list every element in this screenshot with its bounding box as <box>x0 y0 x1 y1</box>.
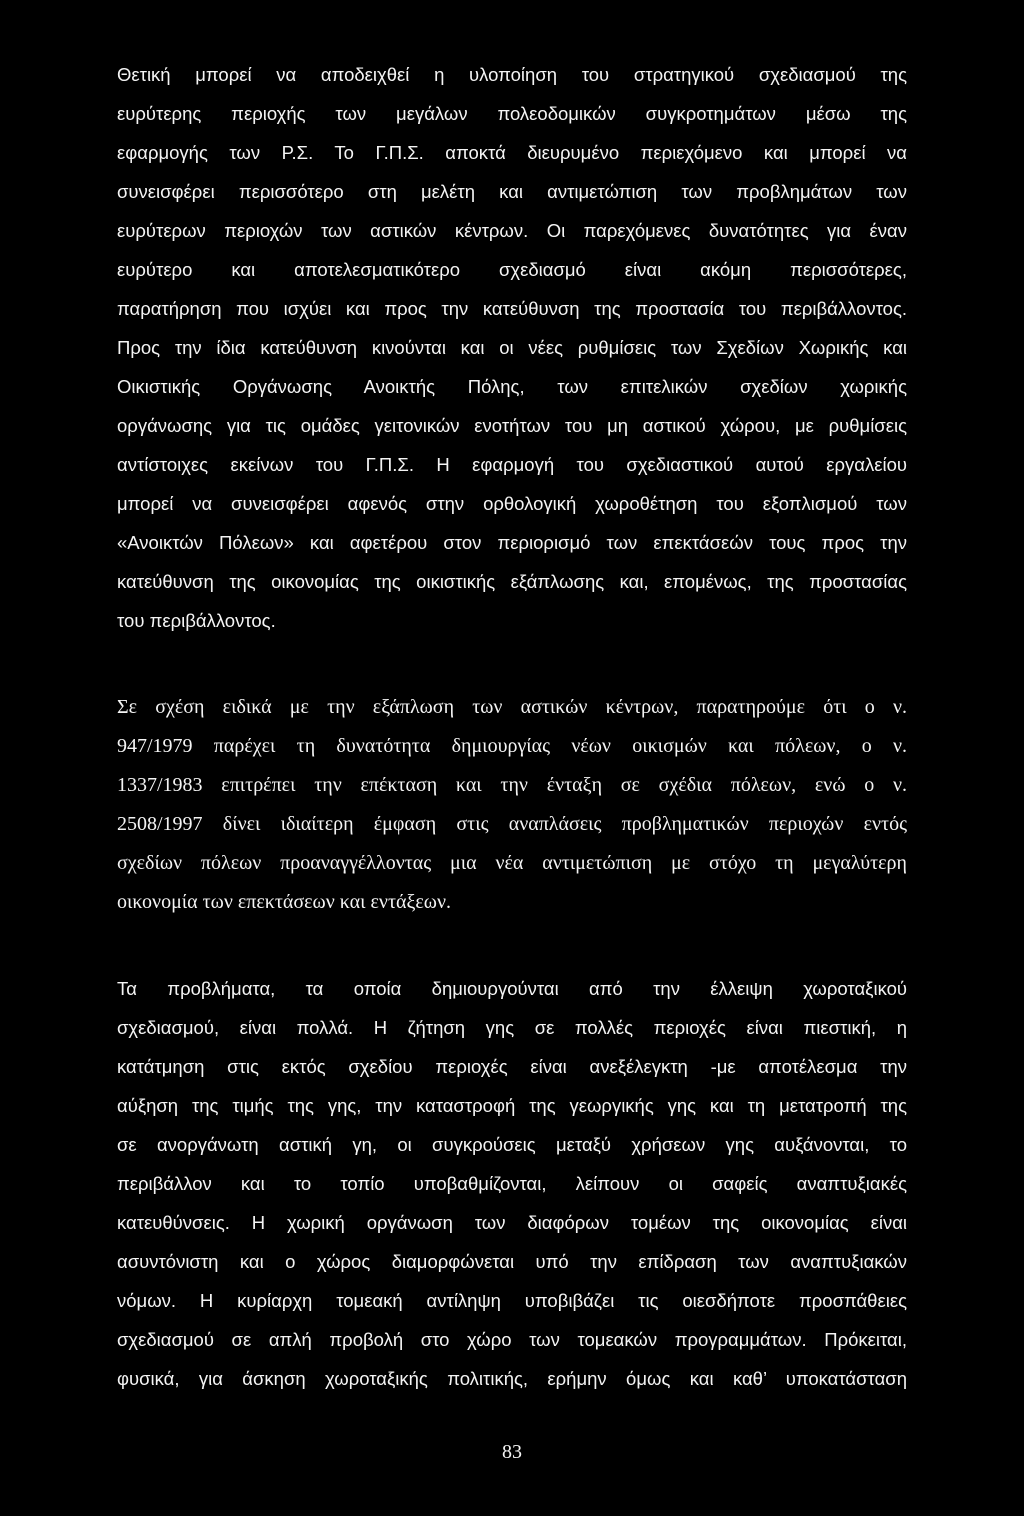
text-line: κατάτμηση στις εκτός σχεδίου περιοχές είναι ανεξέλεγκτη -με αποτέλεσμα την <box>117 1056 907 1077</box>
text-line: ευρύτερης περιοχής των μεγάλων πολεοδομικών συγκροτημάτων μέσω της <box>117 103 907 124</box>
text-line: Οικιστικής Οργάνωσης Ανοικτής Πόλης, των επιτελικών σχεδίων χωρικής <box>117 376 907 397</box>
text-line: 947/1979 παρέχει τη δυνατότητα δημιουργίας νέων οικισμών και πόλεων, ο ν. <box>117 735 907 757</box>
text-line: αύξηση της τιμής της γης, την καταστροφή της γεωργικής γης και τη μετατροπή της <box>117 1095 907 1116</box>
text-line: σχεδίων πόλεων προαναγγέλλοντας μια νέα αντιμετώπιση με στόχο τη μεγαλύτερη <box>117 852 907 874</box>
text-line: του περιβάλλοντος. <box>117 610 276 631</box>
text-line: οργάνωσης για τις ομάδες γειτονικών ενοτήτων του μη αστικού χώρου, με ρυθμίσεις <box>117 415 907 436</box>
text-line: οικονομία των επεκτάσεων και εντάξεων. <box>117 891 452 913</box>
text-line: παρατήρηση που ισχύει και προς την κατεύθυνση της προστασία του περιβάλλοντος. <box>117 298 907 319</box>
text-line: νόμων. Η κυρίαρχη τομεακή αντίληψη υποβιβάζει τις οιεσδήποτε προσπάθειες <box>117 1290 907 1311</box>
text-line: περιβάλλον και το τοπίο υποβαθμίζονται, λείπουν οι σαφείς αναπτυξιακές <box>117 1173 907 1194</box>
text-line: ασυντόνιστη και ο χώρος διαμορφώνεται υπό την επίδραση των αναπτυξιακών <box>117 1251 907 1272</box>
text-line: κατευθύνσεις. Η χωρική οργάνωση των διαφόρων τομέων της οικονομίας είναι <box>117 1212 907 1233</box>
text-line: σχεδιασμού, είναι πολλά. Η ζήτηση γης σε πολλές περιοχές είναι πιεστική, η <box>117 1017 907 1038</box>
text-line: αντίστοιχες εκείνων του Γ.Π.Σ. Η εφαρμογή του σχεδιαστικού αυτού εργαλείου <box>117 454 907 475</box>
text-line: Προς την ίδια κατεύθυνση κινούνται και οι νέες ρυθμίσεις των Σχεδίων Χωρικής και <box>117 337 907 358</box>
text-line: σχεδιασμού σε απλή προβολή στο χώρο των τομεακών προγραμμάτων. Πρόκειται, <box>117 1329 907 1350</box>
text-line: Τα προβλήματα, τα οποία δημιουργούνται από την έλλειψη χωροταξικού <box>117 978 907 999</box>
text-line: σε ανοργάνωτη αστική γη, οι συγκρούσεις μεταξύ χρήσεων γης αυξάνονται, το <box>117 1134 907 1155</box>
text-line: 1337/1983 επιτρέπει την επέκταση και την ένταξη σε σχέδια πόλεων, ενώ ο ν. <box>117 774 907 796</box>
text-line: 2508/1997 δίνει ιδιαίτερη έμφαση στις αναπλάσεις προβληματικών περιοχών εντός <box>117 813 907 835</box>
text-line: Σε σχέση ειδικά με την εξάπλωση των αστικών κέντρων, παρατηρούμε ότι ο ν. <box>117 696 907 718</box>
text-line: «Ανοικτών Πόλεων» και αφετέρου στον περιορισμό των επεκτάσεών τους προς την <box>117 532 907 553</box>
text-line: ευρύτερο και αποτελεσματικότερο σχεδιασμό είναι ακόμη περισσότερες, <box>117 259 907 280</box>
text-line: φυσικά, για άσκηση χωροταξικής πολιτικής, ερήμην όμως και καθ’ υποκατάσταση <box>117 1368 907 1389</box>
text-line: Θετική μπορεί να αποδειχθεί η υλοποίηση του στρατηγικού σχεδιασμού της <box>117 64 907 85</box>
text-line: κατεύθυνση της οικονομίας της οικιστικής εξάπλωσης και, επομένως, της προστασίας <box>117 571 907 592</box>
text-line: εφαρμογής των Ρ.Σ. Το Γ.Π.Σ. αποκτά διευρυμένο περιεχόμενο και μπορεί να <box>117 142 907 163</box>
page-number: 83 <box>502 1441 522 1463</box>
text-line: μπορεί να συνεισφέρει αφενός στην ορθολογική χωροθέτηση του εξοπλισμού των <box>117 493 907 514</box>
text-line: ευρύτερων περιοχών των αστικών κέντρων. Οι παρεχόμενες δυνατότητες για έναν <box>117 220 907 241</box>
text-line: συνεισφέρει περισσότερο στη μελέτη και αντιμετώπιση των προβλημάτων των <box>117 181 907 202</box>
